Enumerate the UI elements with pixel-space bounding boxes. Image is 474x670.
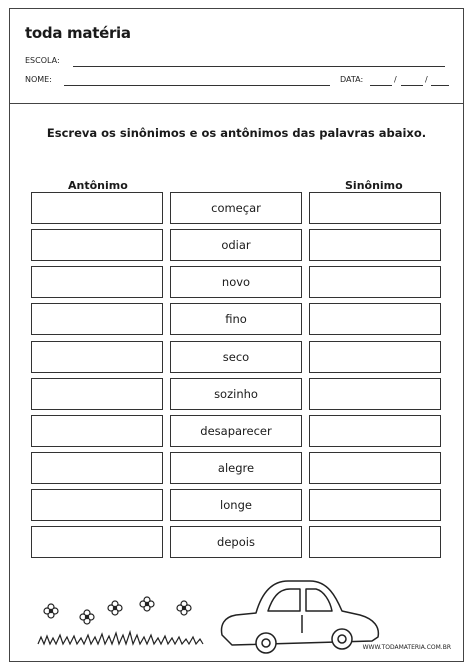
date-separator: / <box>425 75 428 84</box>
synonym-column-header: Sinônimo <box>345 179 403 192</box>
date-separator: / <box>394 75 397 84</box>
word-box: seco <box>170 341 302 373</box>
synonym-answer-box[interactable] <box>309 303 441 335</box>
word-box: fino <box>170 303 302 335</box>
synonym-answer-box[interactable] <box>309 378 441 410</box>
word-row <box>31 266 448 298</box>
worksheet <box>9 8 464 662</box>
word-box: novo <box>170 266 302 298</box>
instruction-text: Escreva os sinônimos e os antônimos das palavras abaixo. <box>46 126 427 140</box>
word-row <box>31 229 448 261</box>
synonym-answer-box[interactable] <box>309 526 441 558</box>
brand-logo: toda matéria <box>25 24 131 42</box>
synonym-answer-box[interactable] <box>309 229 441 261</box>
word-row <box>31 489 448 521</box>
word-box: sozinho <box>170 378 302 410</box>
antonym-answer-box[interactable] <box>31 489 163 521</box>
name-label: NOME: <box>25 75 52 84</box>
flower-icon <box>140 597 154 611</box>
date-day-field[interactable] <box>370 85 392 86</box>
worksheet-header <box>10 9 463 104</box>
flower-icon <box>80 610 94 624</box>
synonym-answer-box[interactable] <box>309 415 441 447</box>
word-row <box>31 378 448 410</box>
date-label: DATA: <box>340 75 364 84</box>
footer-website: WWW.TODAMATERIA.COM.BR <box>362 644 451 651</box>
synonym-answer-box[interactable] <box>309 452 441 484</box>
word-row <box>31 415 448 447</box>
flower-icon <box>108 601 122 615</box>
word-box: odiar <box>170 229 302 261</box>
word-box: alegre <box>170 452 302 484</box>
synonym-answer-box[interactable] <box>309 266 441 298</box>
school-label: ESCOLA: <box>25 56 60 65</box>
flower-icon <box>177 601 191 615</box>
word-row <box>31 452 448 484</box>
antonym-answer-box[interactable] <box>31 415 163 447</box>
antonym-answer-box[interactable] <box>31 378 163 410</box>
car-icon <box>222 581 379 653</box>
antonym-answer-box[interactable] <box>31 192 163 224</box>
word-row <box>31 341 448 373</box>
antonym-answer-box[interactable] <box>31 341 163 373</box>
antonym-answer-box[interactable] <box>31 266 163 298</box>
antonym-answer-box[interactable] <box>31 526 163 558</box>
grass-icon <box>38 632 203 644</box>
word-box: começar <box>170 192 302 224</box>
word-row <box>31 303 448 335</box>
name-field[interactable] <box>64 85 330 86</box>
word-box: longe <box>170 489 302 521</box>
date-year-field[interactable] <box>431 85 449 86</box>
word-row <box>31 526 448 558</box>
synonym-answer-box[interactable] <box>309 192 441 224</box>
word-row <box>31 192 448 224</box>
school-field[interactable] <box>73 66 445 67</box>
word-box: desaparecer <box>170 415 302 447</box>
antonym-column-header: Antônimo <box>68 179 128 192</box>
synonym-answer-box[interactable] <box>309 489 441 521</box>
flower-icon <box>44 604 58 618</box>
antonym-answer-box[interactable] <box>31 229 163 261</box>
date-month-field[interactable] <box>401 85 423 86</box>
antonym-answer-box[interactable] <box>31 303 163 335</box>
synonym-answer-box[interactable] <box>309 341 441 373</box>
word-box: depois <box>170 526 302 558</box>
antonym-answer-box[interactable] <box>31 452 163 484</box>
